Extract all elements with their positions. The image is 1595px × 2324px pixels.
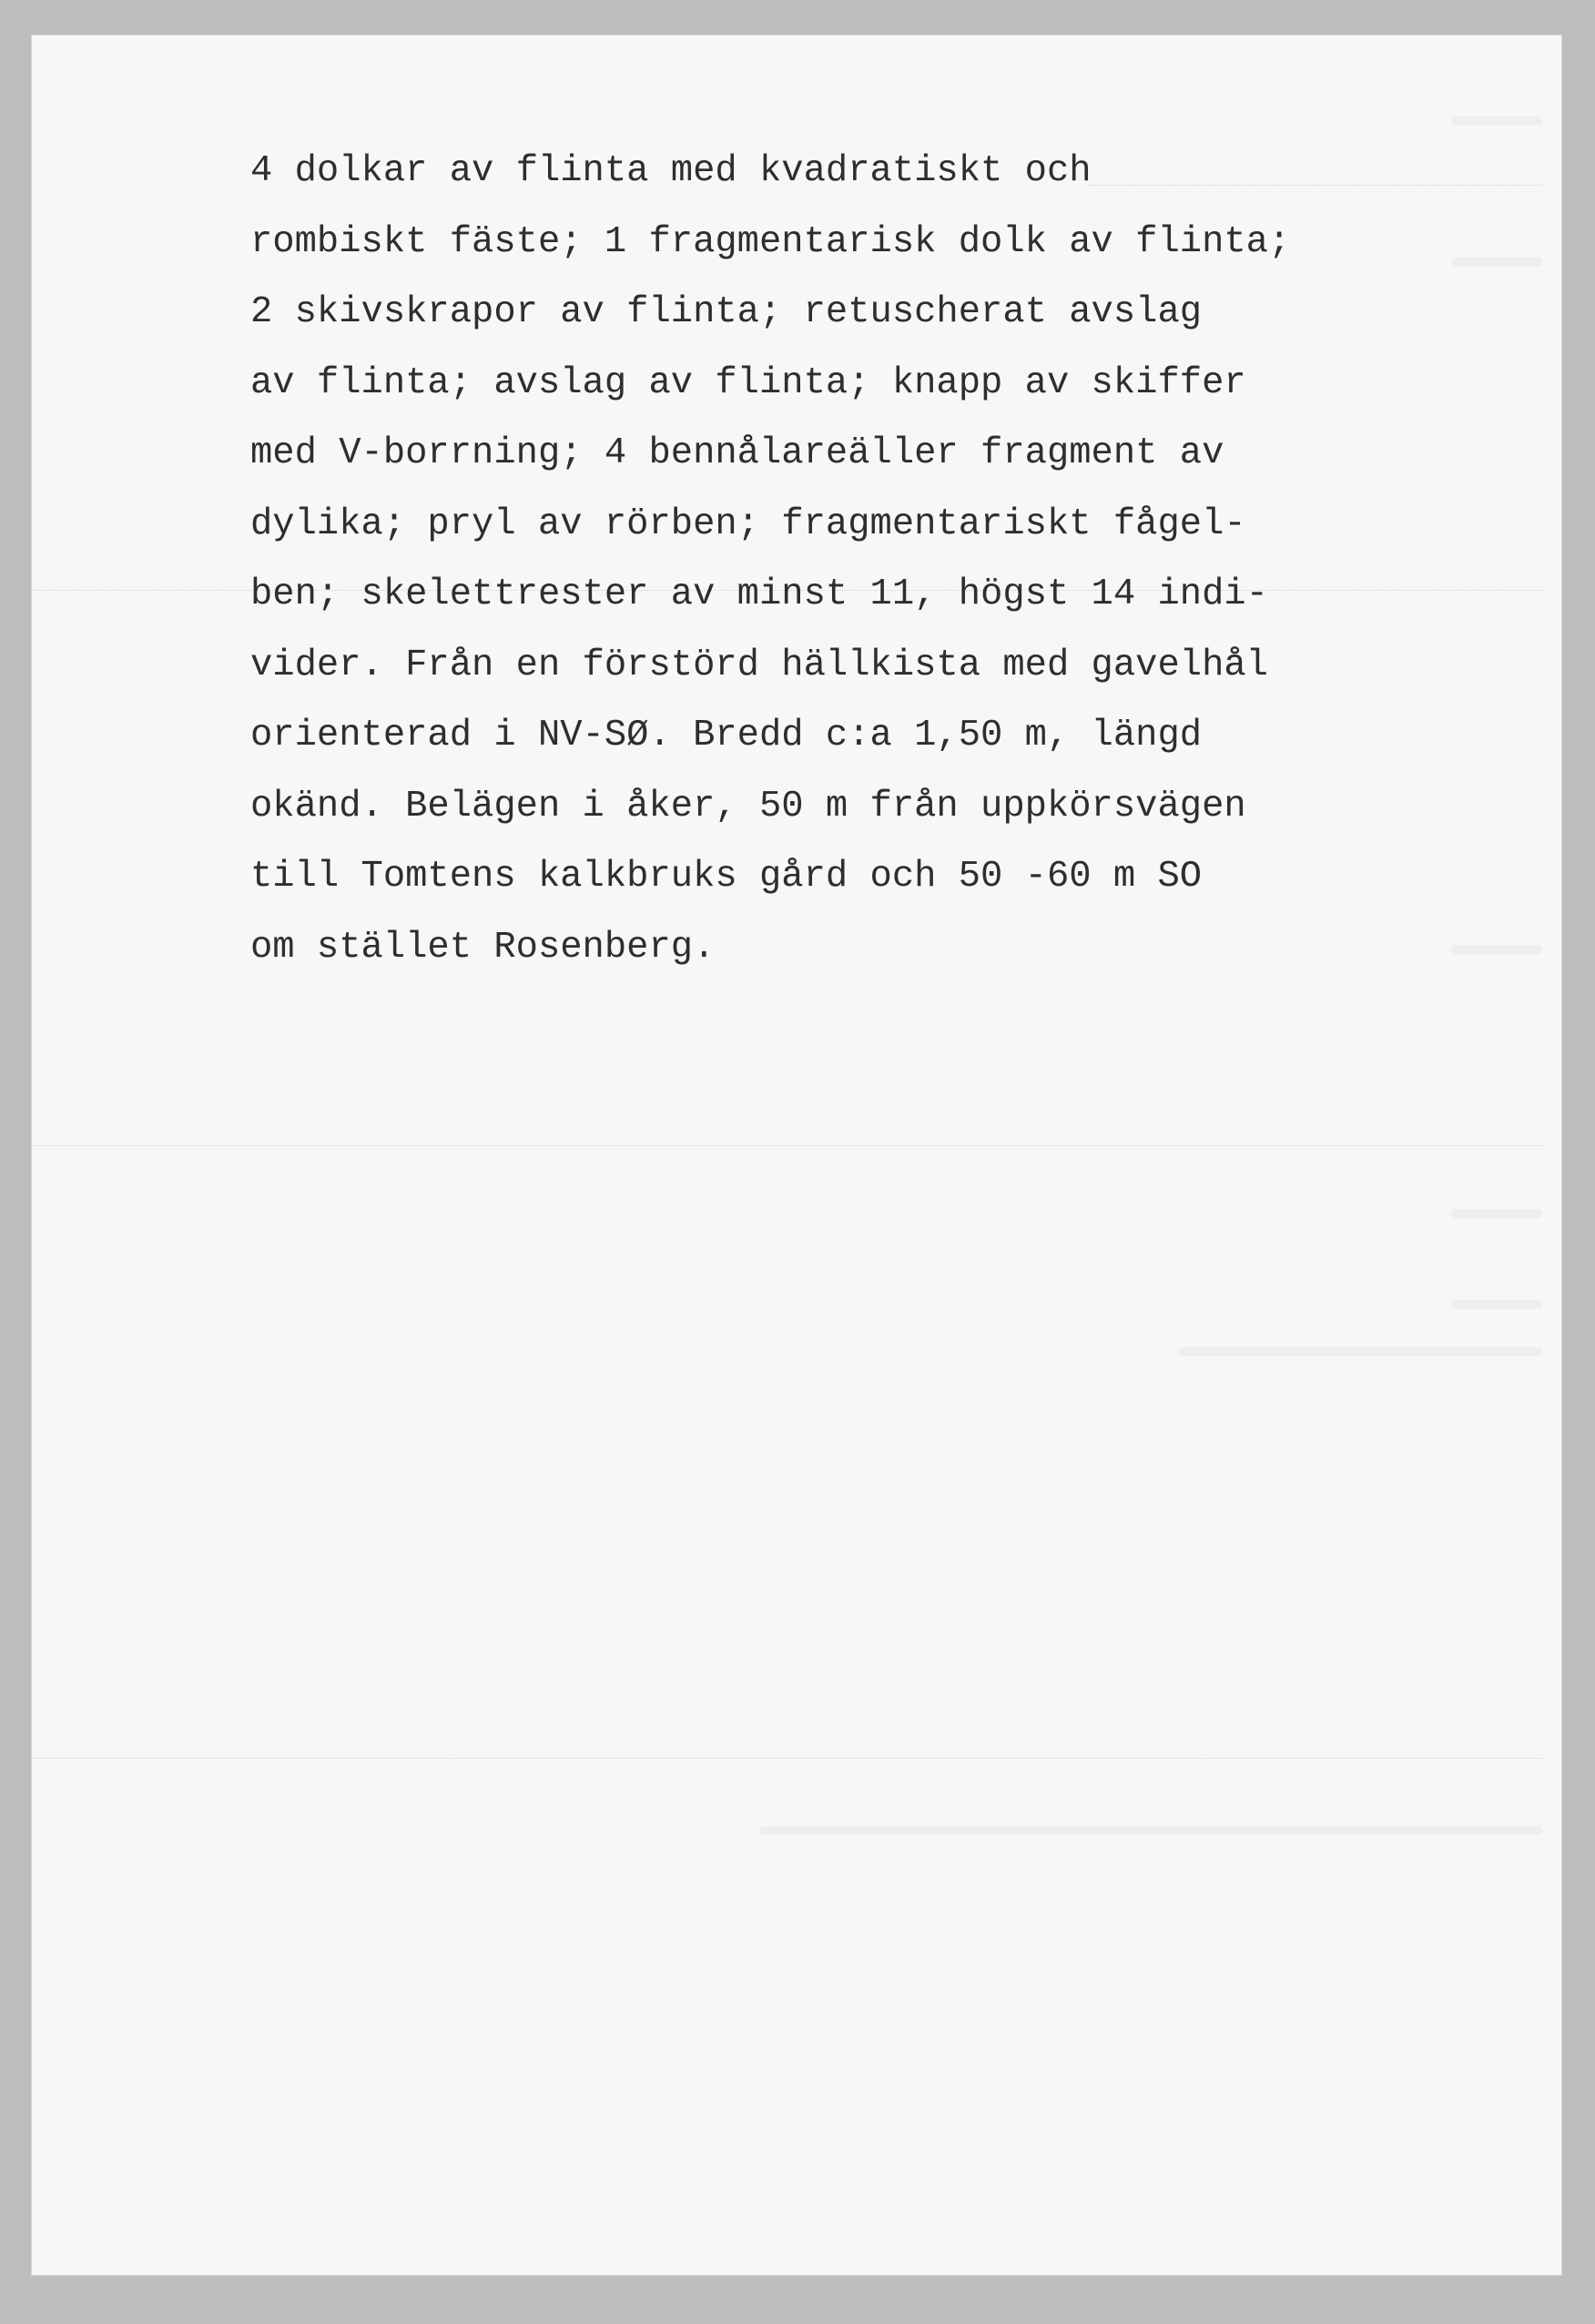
text-line: vider. Från en förstörd hällkista med gavelhål	[250, 644, 1268, 686]
text-line: rombiskt fäste; 1 fragmentarisk dolk av flinta;	[250, 220, 1291, 263]
show-through-mark	[1451, 1209, 1542, 1218]
text-line: orienterad i NV-SØ. Bredd c:a 1,50 m, längd	[250, 715, 1203, 756]
show-through-mark	[1451, 945, 1542, 954]
form-rule	[31, 1758, 1542, 1759]
text-line: 2 skivskrapor av flinta; retuscherat avslag	[250, 291, 1203, 333]
show-through-mark	[1451, 117, 1542, 126]
show-through-mark	[1451, 258, 1542, 267]
show-through-mark	[1178, 1347, 1542, 1356]
text-line: om stället Rosenberg.	[250, 926, 716, 969]
typed-text-block	[250, 137, 1452, 983]
form-rule	[31, 1145, 1542, 1146]
text-line: 4 dolkar av flinta med kvadratiskt och	[250, 150, 1092, 192]
text-line: med V-borrning; 4 bennålareäller fragment av	[250, 432, 1224, 474]
text-line: till Tomtens kalkbruks gård och 50 -60 m SO	[250, 856, 1203, 898]
text-line: ben; skelettrester av minst 11, högst 14 indi-	[250, 573, 1268, 615]
show-through-mark	[1451, 1300, 1542, 1309]
show-through-mark	[759, 1826, 1542, 1835]
text-line: av flinta; avslag av flinta; knapp av skiffer	[250, 361, 1246, 404]
text-line: dylika; pryl av rörben; fragmentariskt fågel-	[250, 502, 1246, 545]
text-line: okänd. Belägen i åker, 50 m från uppkörsvägen	[250, 785, 1246, 827]
